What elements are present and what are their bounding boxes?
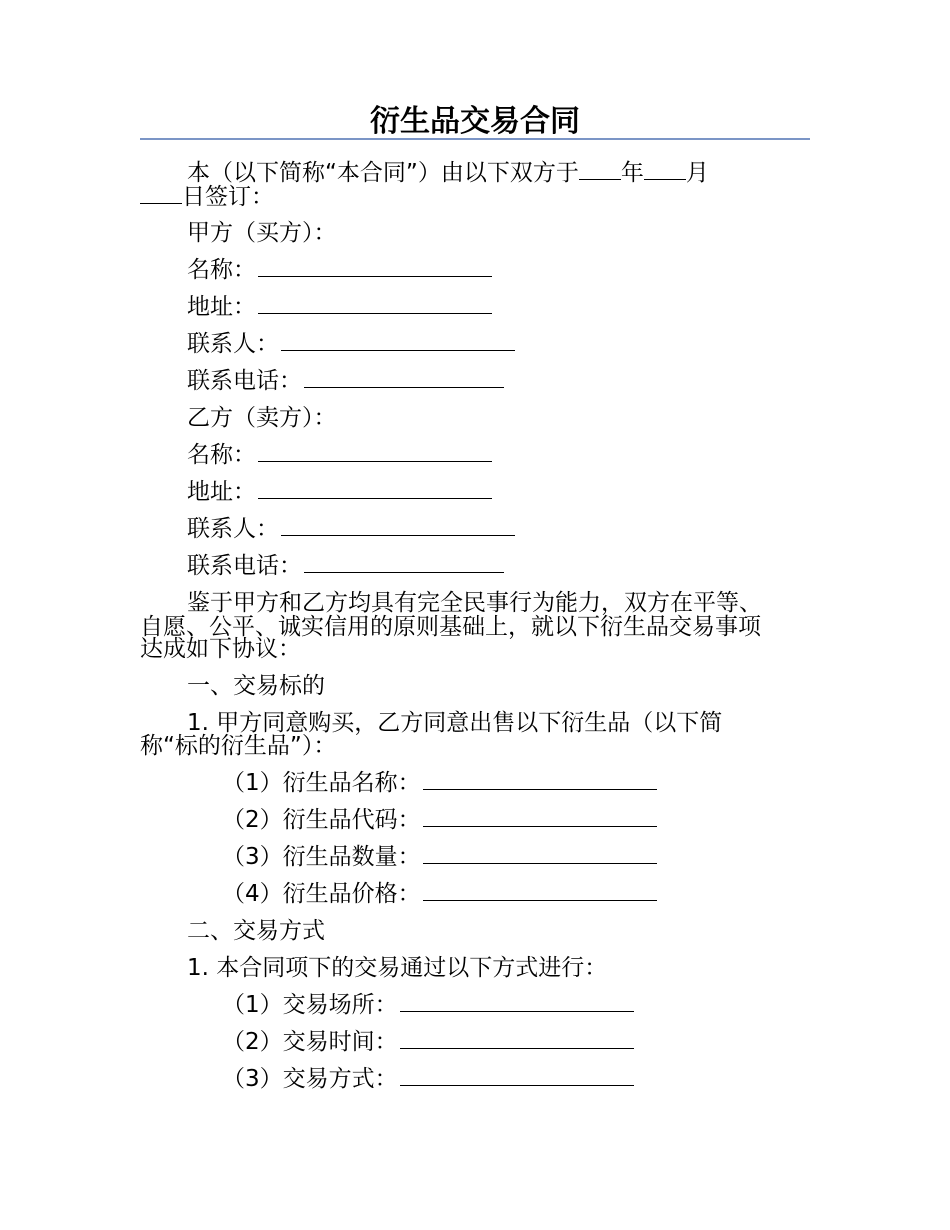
party-a-name-row xyxy=(187,255,492,285)
item-label: （1）衍生品名称： xyxy=(222,770,421,796)
derivative-name-blank[interactable] xyxy=(423,789,657,790)
item-label: （3）衍生品数量： xyxy=(222,844,421,870)
intro-text: 本（以下简称“本合同”）由以下双方于 xyxy=(187,160,579,186)
party-b-phone-blank[interactable] xyxy=(304,572,504,573)
party-b-name-blank[interactable] xyxy=(258,461,492,462)
preamble-line-2: 自愿、公平、诚实信用的原则基础上，就以下衍生品交易事项 xyxy=(140,614,761,640)
party-a-contact-row xyxy=(187,329,515,359)
preamble-line-1: 鉴于甲方和乙方均具有完全民事行为能力，双方在平等、 xyxy=(187,590,762,616)
party-b-contact-blank[interactable] xyxy=(281,535,515,536)
section-1-item-4 xyxy=(222,879,657,909)
section-1-clause-1-line-2: 称“标的衍生品”）： xyxy=(140,733,337,759)
party-a-heading: 甲方（买方）： xyxy=(187,220,337,246)
item-label: （2）衍生品代码： xyxy=(222,807,421,833)
section-2-item-2 xyxy=(222,1027,634,1057)
party-b-name-label: 名称： xyxy=(187,442,256,468)
derivative-code-blank[interactable] xyxy=(423,826,657,827)
party-b-heading: 乙方（卖方）： xyxy=(187,405,337,431)
item-label: （2）交易时间： xyxy=(222,1029,398,1055)
day-blank[interactable] xyxy=(140,203,182,204)
trading-time-blank[interactable] xyxy=(400,1048,634,1049)
trading-venue-blank[interactable] xyxy=(400,1011,634,1012)
month-blank[interactable] xyxy=(644,179,686,180)
section-1-heading: 一、交易标的 xyxy=(187,673,325,699)
party-b-address-blank[interactable] xyxy=(258,498,492,499)
section-1-item-2 xyxy=(222,805,657,835)
section-1-clause-1-line-1: 1. 甲方同意购买，乙方同意出售以下衍生品（以下简 xyxy=(187,710,723,736)
party-a-phone-row xyxy=(187,366,504,396)
party-a-contact-blank[interactable] xyxy=(281,350,515,351)
preamble-line-3: 达成如下协议： xyxy=(140,636,301,662)
party-a-address-label: 地址： xyxy=(187,294,256,320)
party-a-contact-label: 联系人： xyxy=(187,331,279,357)
section-1-item-3 xyxy=(222,842,657,872)
year-label: 年 xyxy=(620,160,644,186)
derivative-quantity-blank[interactable] xyxy=(423,863,657,864)
section-2-clause-1: 1. 本合同项下的交易通过以下方式进行： xyxy=(187,955,608,981)
title-underline xyxy=(140,138,810,140)
party-a-address-row xyxy=(187,292,492,322)
party-b-address-label: 地址： xyxy=(187,479,256,505)
section-1-item-1 xyxy=(222,768,657,798)
day-label: 日签订： xyxy=(182,184,274,210)
party-a-phone-blank[interactable] xyxy=(304,387,504,388)
section-2-item-3 xyxy=(222,1064,634,1094)
party-b-phone-row xyxy=(187,551,504,581)
document-title: 衍生品交易合同 xyxy=(370,104,580,139)
party-a-name-label: 名称： xyxy=(187,257,256,283)
party-b-name-row xyxy=(187,440,492,470)
section-2-heading: 二、交易方式 xyxy=(187,918,325,944)
section-2-item-1 xyxy=(222,990,634,1020)
party-b-address-row xyxy=(187,477,492,507)
year-blank[interactable] xyxy=(579,179,621,180)
party-b-phone-label: 联系电话： xyxy=(187,553,302,579)
party-a-name-blank[interactable] xyxy=(258,276,492,277)
derivative-price-blank[interactable] xyxy=(423,900,657,901)
month-label: 月 xyxy=(685,160,709,186)
party-a-phone-label: 联系电话： xyxy=(187,368,302,394)
party-b-contact-label: 联系人： xyxy=(187,516,279,542)
item-label: （1）交易场所： xyxy=(222,992,398,1018)
party-a-address-blank[interactable] xyxy=(258,313,492,314)
party-b-contact-row xyxy=(187,514,515,544)
item-label: （4）衍生品价格： xyxy=(222,881,421,907)
trading-method-blank[interactable] xyxy=(400,1085,634,1086)
intro-line-2 xyxy=(140,182,274,212)
item-label: （3）交易方式： xyxy=(222,1066,398,1092)
